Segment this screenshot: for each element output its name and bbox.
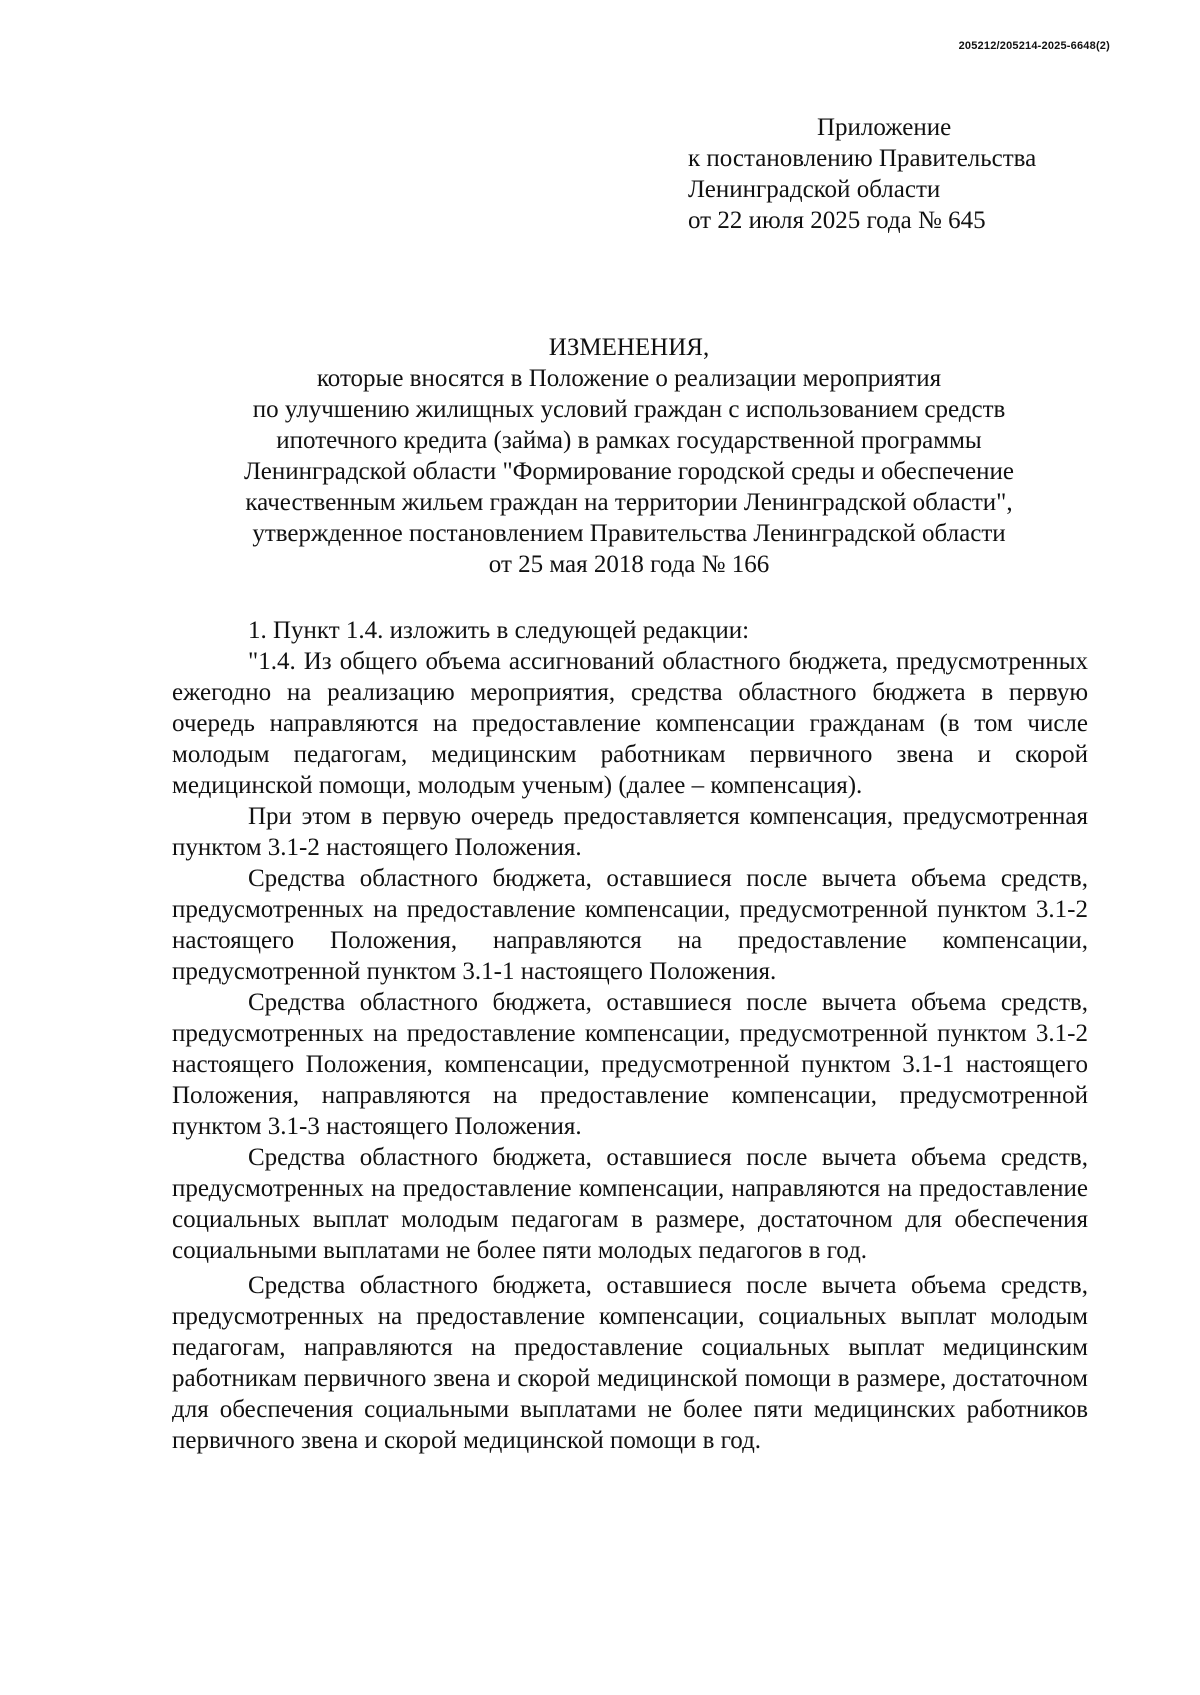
title-line-2: по улучшению жилищных условий граждан с использованием средств bbox=[252, 396, 1006, 423]
appendix-region: Ленинградской области bbox=[688, 176, 941, 203]
document-id: 205212/205214-2025-6648(2) bbox=[958, 40, 1110, 52]
paragraph-2: "1.4. Из общего объема ассигнований областного бюджета, предусмотренных ежегодно на реализацию мероприятия, средства областного бюджета в первую очередь направляются на предоставление компенсации гражданам (в том числе молодым педагогам, медицинским работникам первичного звена и скорой медицинской помощи, молодым ученым) (далее – компенсация). bbox=[172, 648, 1088, 799]
title-line-1: которые вносятся в Положение о реализации мероприятия bbox=[316, 365, 942, 392]
paragraph-3: При этом в первую очередь предоставляется компенсация, предусмотренная пунктом 3.1-2 настоящего Положения. bbox=[172, 803, 1088, 861]
document-body bbox=[172, 615, 1088, 1456]
appendix-label: Приложение bbox=[817, 114, 952, 141]
appendix-resolution-ref: к постановлению Правительства bbox=[688, 145, 1037, 172]
title-line-3: ипотечного кредита (займа) в рамках государственной программы bbox=[276, 427, 982, 454]
paragraph-6: Средства областного бюджета, оставшиеся после вычета объема средств, предусмотренных на предоставление компенсации, направляются на предоставление социальных выплат молодым педагогам в размере, достаточном для обеспечения социальными выплатами не более пяти молодых педагогов в год. bbox=[172, 1144, 1088, 1264]
paragraph-5: Средства областного бюджета, оставшиеся после вычета объема средств, предусмотренных на предоставление компенсации, предусмотренной пунктом 3.1-2 настоящего Положения, компенсации, предусмотренной пунктом 3.1-1 настоящего Положения, направляются на предоставление компенсации, предусмотренной пунктом 3.1-3 настоящего Положения. bbox=[172, 989, 1088, 1140]
title-line-5: качественным жильем граждан на территории Ленинградской области", bbox=[245, 489, 1013, 516]
paragraph-4: Средства областного бюджета, оставшиеся после вычета объема средств, предусмотренных на предоставление компенсации, предусмотренной пунктом 3.1-2 настоящего Положения, направляются на предоставление компенсации, предусмотренной пунктом 3.1-1 настоящего Положения. bbox=[172, 865, 1088, 985]
title-line-7: от 25 мая 2018 года № 166 bbox=[488, 551, 770, 578]
title-line-4: Ленинградской области "Формирование городской среды и обеспечение bbox=[243, 458, 1015, 485]
appendix-header bbox=[688, 112, 1036, 236]
paragraph-7: Средства областного бюджета, оставшиеся после вычета объема средств, предусмотренных на предоставление компенсации, социальных выплат молодым педагогам, направляются на предоставление социальных выплат медицинским работникам первичного звена и скорой медицинской помощи в размере, достаточном для обеспечения социальными выплатами не более пяти медицинских работников первичного звена и скорой медицинской помощи в год. bbox=[172, 1272, 1088, 1454]
paragraph-1: 1. Пункт 1.4. изложить в следующей редакции: bbox=[248, 617, 750, 644]
appendix-date: от 22 июля 2025 года № 645 bbox=[688, 207, 986, 234]
title-heading: ИЗМЕНЕНИЯ, bbox=[548, 334, 710, 361]
document-title bbox=[150, 332, 1108, 580]
title-line-6: утвержденное постановлением Правительства Ленинградской области bbox=[252, 520, 1006, 547]
